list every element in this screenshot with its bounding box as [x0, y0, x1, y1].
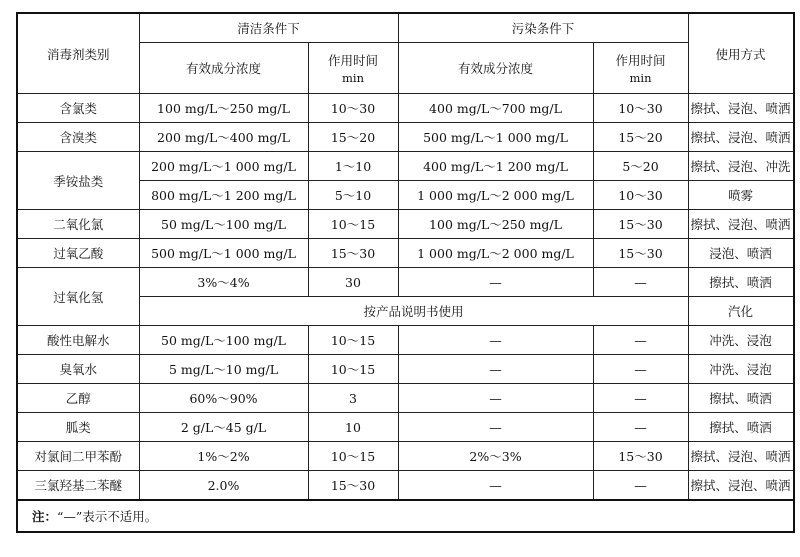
clean-concentration: 200 mg/L～400 mg/L	[139, 123, 308, 152]
dirty-time: —	[593, 413, 688, 442]
dirty-concentration: 400 mg/L～1 200 mg/L	[398, 152, 593, 181]
table-row	[17, 123, 794, 152]
clean-time: 10～15	[308, 326, 398, 355]
table-row	[17, 210, 794, 239]
row-name: 季铵盐类	[17, 152, 139, 210]
usage: 冲洗、浸泡	[688, 326, 794, 355]
usage: 冲洗、浸泡	[688, 355, 794, 384]
dirty-time: —	[593, 471, 688, 501]
header-dirty-concentration: 有效成分浓度	[398, 43, 593, 94]
usage: 喷雾	[688, 181, 794, 210]
clean-concentration: 1%～2%	[139, 442, 308, 471]
dirty-time: —	[593, 268, 688, 297]
usage: 擦拭、浸泡、喷洒	[688, 94, 794, 123]
clean-concentration: 100 mg/L～250 mg/L	[139, 94, 308, 123]
row-name: 二氧化氯	[17, 210, 139, 239]
note-text: “—”表示不适用。	[57, 509, 158, 524]
clean-time: 1～10	[308, 152, 398, 181]
row-name: 过氧乙酸	[17, 239, 139, 268]
row-name: 三氯羟基二苯醚	[17, 471, 139, 501]
dirty-concentration: —	[398, 268, 593, 297]
usage: 擦拭、喷洒	[688, 268, 794, 297]
clean-concentration: 800 mg/L～1 200 mg/L	[139, 181, 308, 210]
row-name: 酸性电解水	[17, 326, 139, 355]
table-row	[17, 94, 794, 123]
dirty-time: —	[593, 384, 688, 413]
dirty-concentration: 1 000 mg/L～2 000 mg/L	[398, 181, 593, 210]
usage: 汽化	[688, 297, 794, 326]
row-name: 乙醇	[17, 384, 139, 413]
usage: 擦拭、浸泡、喷洒	[688, 442, 794, 471]
dirty-concentration: —	[398, 326, 593, 355]
usage: 擦拭、喷洒	[688, 413, 794, 442]
clean-time: 15～30	[308, 239, 398, 268]
usage: 擦拭、浸泡、冲洗	[688, 152, 794, 181]
dirty-concentration: —	[398, 384, 593, 413]
dirty-time: —	[593, 326, 688, 355]
row-name: 对氯间二甲苯酚	[17, 442, 139, 471]
header-time-unit: min	[342, 71, 364, 85]
header-dirty-time	[593, 43, 688, 94]
dirty-time: —	[593, 355, 688, 384]
header-time-label: 作用时间	[615, 53, 666, 68]
table-row	[17, 326, 794, 355]
row-name: 胍类	[17, 413, 139, 442]
table-row	[17, 384, 794, 413]
clean-concentration: 50 mg/L～100 mg/L	[139, 210, 308, 239]
dirty-concentration: 1 000 mg/L～2 000 mg/L	[398, 239, 593, 268]
row-name: 臭氧水	[17, 355, 139, 384]
header-usage: 使用方式	[688, 13, 794, 94]
table-row	[17, 268, 794, 297]
table-note	[17, 500, 794, 532]
table-row	[17, 442, 794, 471]
header-time-unit: min	[629, 71, 652, 85]
clean-concentration: 60%～90%	[139, 384, 308, 413]
table-row	[17, 355, 794, 384]
clean-time: 10	[308, 413, 398, 442]
dirty-time: 10～30	[593, 181, 688, 210]
dirty-concentration: 400 mg/L～700 mg/L	[398, 94, 593, 123]
note-label: 注：	[32, 509, 58, 524]
usage: 擦拭、浸泡、喷洒	[688, 123, 794, 152]
dirty-time: 10～30	[593, 94, 688, 123]
usage: 擦拭、喷洒	[688, 384, 794, 413]
clean-concentration: 500 mg/L～1 000 mg/L	[139, 239, 308, 268]
clean-time: 15～30	[308, 471, 398, 501]
row-name: 含溴类	[17, 123, 139, 152]
dirty-concentration: —	[398, 471, 593, 501]
clean-time: 3	[308, 384, 398, 413]
clean-concentration: 2 g/L～45 g/L	[139, 413, 308, 442]
clean-time: 10～30	[308, 94, 398, 123]
clean-concentration: 5 mg/L～10 mg/L	[139, 355, 308, 384]
row-name: 含氯类	[17, 94, 139, 123]
dirty-time: 15～30	[593, 239, 688, 268]
header-dirty-condition: 污染条件下	[398, 13, 688, 43]
header-clean-condition: 清洁条件下	[139, 13, 398, 43]
dirty-concentration: 2%～3%	[398, 442, 593, 471]
clean-time: 5～10	[308, 181, 398, 210]
dirty-time: 5～20	[593, 152, 688, 181]
dirty-concentration: 500 mg/L～1 000 mg/L	[398, 123, 593, 152]
header-time-label: 作用时间	[327, 53, 378, 68]
header-clean-time	[308, 43, 398, 94]
clean-concentration: 200 mg/L～1 000 mg/L	[139, 152, 308, 181]
dirty-time: 15～30	[593, 210, 688, 239]
usage: 浸泡、喷洒	[688, 239, 794, 268]
dirty-time: 15～20	[593, 123, 688, 152]
clean-time: 15～20	[308, 123, 398, 152]
dirty-concentration: —	[398, 413, 593, 442]
usage: 擦拭、浸泡、喷洒	[688, 471, 794, 501]
table-row	[17, 152, 794, 181]
clean-time: 10～15	[308, 442, 398, 471]
clean-concentration: 2.0%	[139, 471, 308, 501]
usage: 擦拭、浸泡、喷洒	[688, 210, 794, 239]
table-row	[17, 239, 794, 268]
table-row	[17, 413, 794, 442]
clean-concentration: 3%～4%	[139, 268, 308, 297]
dirty-concentration: 100 mg/L～250 mg/L	[398, 210, 593, 239]
dirty-concentration: —	[398, 355, 593, 384]
clean-concentration: 50 mg/L～100 mg/L	[139, 326, 308, 355]
clean-time: 10～15	[308, 355, 398, 384]
header-category: 消毒剂类别	[17, 13, 139, 94]
dirty-time: 15～30	[593, 442, 688, 471]
instruction-span: 按产品说明书使用	[139, 297, 688, 326]
row-name: 过氧化氢	[17, 268, 139, 326]
clean-time: 30	[308, 268, 398, 297]
table-row	[17, 471, 794, 501]
header-clean-concentration: 有效成分浓度	[139, 43, 308, 94]
disinfectant-table	[16, 12, 795, 533]
clean-time: 10～15	[308, 210, 398, 239]
